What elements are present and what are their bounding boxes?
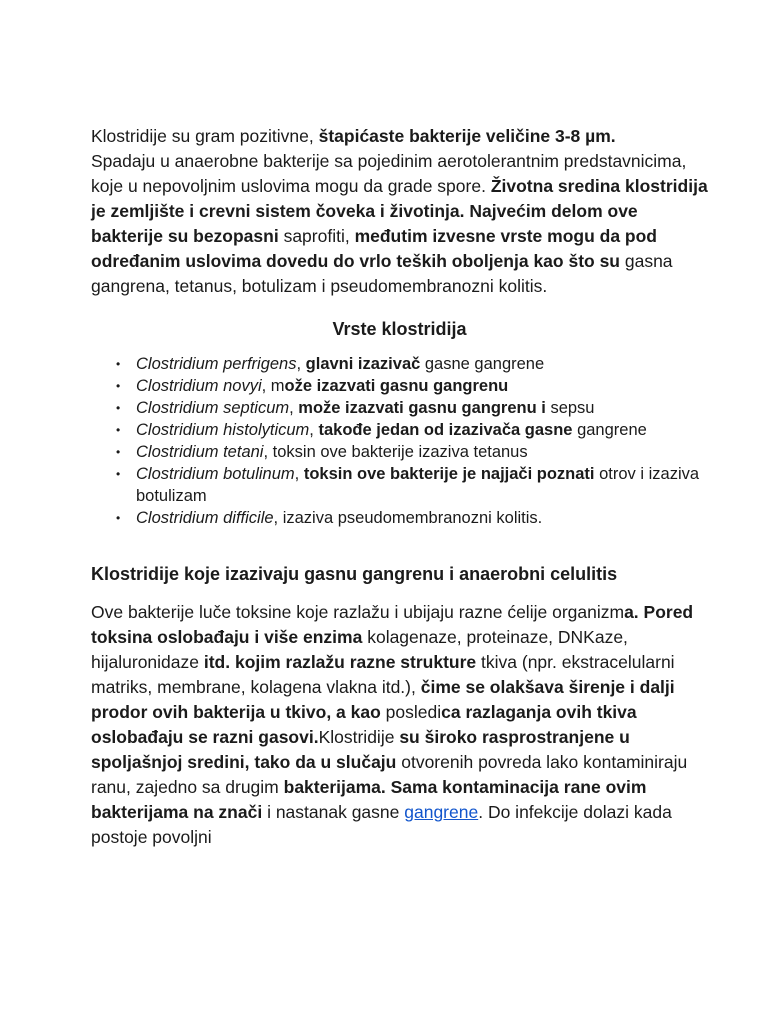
species-text: ,: [294, 465, 304, 483]
species-text: otrov i izaziva botulizam: [136, 465, 700, 505]
section-bold-text: ca razlaganja ovih tkiva oslobađaju se razni gasovi.: [91, 702, 637, 747]
bullet-icon: •: [116, 445, 121, 459]
list-item: [116, 463, 708, 507]
species-bold-text: može izazvati gasnu gangrenu i: [298, 399, 546, 417]
species-name: Clostridium tetani: [136, 443, 264, 461]
species-name: Clostridium perfrigens: [136, 355, 297, 373]
section-text: Klostridije: [318, 727, 400, 747]
species-name: Clostridium septicum: [136, 399, 290, 417]
species-bold-text: glavni izazivač: [305, 355, 421, 373]
intro-text: Spadaju u anaerobne bakterije sa pojedinim aerotolerantnim predstavnicima, koje u nepovoljnim uslovima mogu da grade spore.: [91, 151, 687, 196]
species-heading: Vrste klostridija: [332, 319, 467, 339]
species-name: Clostridium histolyticum: [136, 421, 310, 439]
intro-bold-text: .: [610, 126, 616, 146]
intro-text: gasna gangrena, tetanus, botulizam i pseudomembranozni kolitis.: [91, 251, 673, 296]
species-name: Clostridium difficile: [136, 509, 274, 527]
intro-text: saprofiti,: [278, 226, 355, 246]
section-text: organizm: [547, 602, 625, 622]
intro-bold-text: .: [459, 201, 470, 221]
species-text: ,: [309, 421, 319, 439]
section-bold-text: a. Pored toksina oslobađaju i više enzima: [91, 602, 694, 647]
species-text: , toksin ove bakterije izaziva tetanus: [263, 443, 528, 461]
species-text: gasne gangrene: [420, 355, 545, 373]
species-text: ,: [289, 399, 299, 417]
species-text: sepsu: [545, 399, 595, 417]
intro-text: Klostridije su gram pozitivne,: [91, 126, 319, 146]
species-bold-text: takođe jedan od izazivača gasne: [318, 421, 573, 439]
list-item: [116, 375, 708, 397]
bullet-icon: •: [116, 423, 121, 437]
section-heading: Klostridije koje izazivaju gasnu gangrenu i anaerobni celulitis: [91, 564, 618, 584]
species-list: [91, 353, 708, 529]
species-text: ,: [296, 355, 306, 373]
list-item: [116, 441, 708, 463]
bullet-icon: •: [116, 467, 121, 481]
section-text: posledi: [380, 702, 442, 722]
intro-bold-text: međutim izvesne vrste mogu da pod određanim uslovima dovedu do vrlo teških oboljenja kao što su: [91, 226, 657, 271]
intro-bold-text: štapićaste bakterije veličine 3-8 µm: [318, 126, 611, 146]
list-item: [116, 397, 708, 419]
species-bold-text: ože izazvati gasnu gangrenu: [284, 377, 509, 395]
list-item: [116, 419, 708, 441]
species-text: , izaziva pseudomembranozni kolitis.: [273, 509, 543, 527]
bullet-icon: •: [116, 401, 121, 415]
list-item: [116, 507, 708, 529]
species-bold-text: toksin ove bakterije je najjači poznati: [303, 465, 595, 483]
list-item: [116, 353, 708, 375]
intro-bold-text: Životna sredina klostridija je zemljište i crevni sistem čoveka i životinja: [91, 176, 708, 221]
species-text: gangrene: [572, 421, 647, 439]
section-text: tkiva (npr. ekstracelularni matriks, membrane, kolagena vlakna itd.),: [91, 652, 675, 697]
bullet-icon: •: [116, 511, 121, 525]
intro-bold-text: Najvećim delom ove bakterije su bezopasni: [91, 201, 638, 246]
section-text: otvorenih povreda lako kontaminiraju ranu, zajedno sa drugim: [91, 752, 688, 797]
bullet-icon: •: [116, 379, 121, 393]
species-text: , m: [261, 377, 285, 395]
section-bold-text: su široko rasprostranjene u spoljašnjoj sredini, tako da u slučaju: [91, 727, 630, 772]
intro-paragraph: [91, 124, 708, 299]
section-text: i nastanak gasne: [262, 802, 405, 822]
section-text: Ove bakterije luče toksine koje razlažu i ubijaju razne ćelije: [91, 602, 548, 622]
section-bold-text: bakterijama. Sama kontaminacija rane ovim bakterijama na znači: [91, 777, 647, 822]
bullet-icon: •: [116, 357, 121, 371]
species-name: Clostridium botulinum: [136, 465, 295, 483]
gangrene-link[interactable]: gangrene: [404, 802, 479, 822]
section-paragraph: [91, 600, 708, 850]
section-bold-text: čime se olakšava širenje i dalji prodor ovih bakterija u tkivo, a kao: [91, 677, 675, 722]
species-name: Clostridium novyi: [136, 377, 262, 395]
section-bold-text: itd. kojim razlažu razne strukture: [203, 652, 477, 672]
section-text: kolagenaze, proteinaze, DNKaze, hijaluronidaze: [91, 627, 628, 672]
section-text: . Do infekcije dolazi kada postoje povoljni: [91, 802, 672, 847]
